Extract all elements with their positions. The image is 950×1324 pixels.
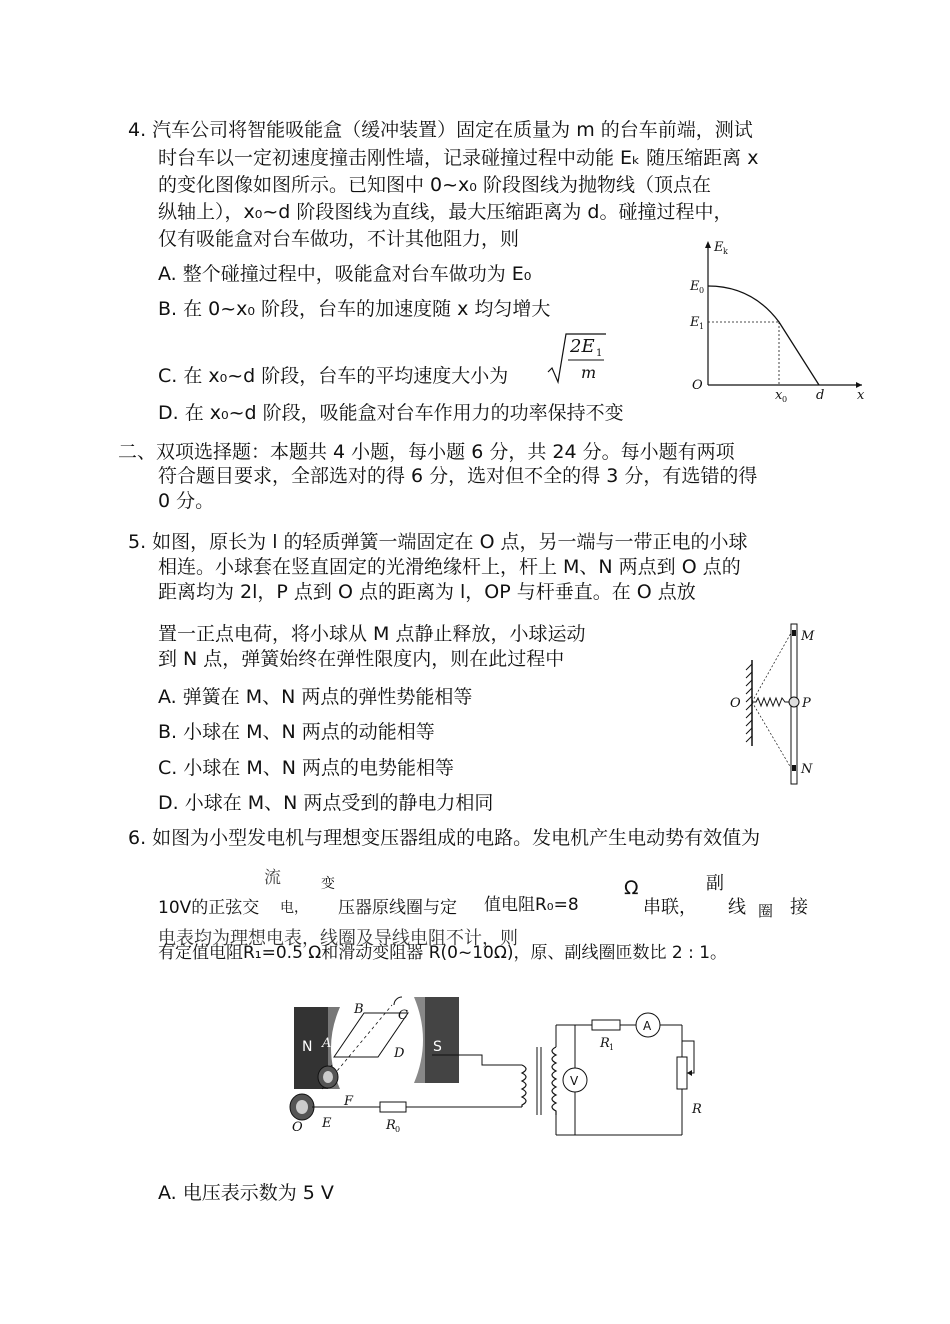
svg-text:1: 1 [609, 1043, 615, 1052]
q5-line-5: 到 N 点，弹簧始终在弹性限度内，则在此过程中 [158, 648, 565, 670]
q5-line-2: 相连。小球套在竖直固定的光滑绝缘杆上，杆上 M、N 两点到 O 点的 [158, 556, 741, 578]
graph-x0: x [775, 388, 783, 403]
q4-option-b: B. 在 0~x₀ 阶段，台车的加速度随 x 均匀增大 [158, 298, 551, 320]
label-e: E [322, 1116, 332, 1131]
q5-spring-figure [728, 620, 828, 790]
graph-x-axis: x [857, 388, 865, 403]
voltmeter-label: V [570, 1074, 579, 1088]
graph-e1: E [690, 315, 700, 330]
magnet-s-label: S [433, 1039, 442, 1055]
q4-ek-graph [680, 235, 880, 405]
graph-d: d [816, 388, 825, 403]
section2-line-1: 二、双项选择题：本题共 4 小题，每小题 6 分，共 24 分。每小题有两项 [118, 441, 735, 463]
label-r0: R [386, 1118, 396, 1133]
label-o: O [292, 1120, 303, 1135]
section2-line-3: 0 分。 [158, 490, 215, 512]
q4-line-5: 仅有吸能盒对台车做功，不计其他阻力，则 [158, 228, 520, 250]
label-r1: R [600, 1036, 610, 1051]
q6-line-3: 有定值电阻R₁=0.5 Ω和滑动变阻器 R(0~10Ω)，原、副线圈匝数比 2 : 1。 [158, 943, 728, 963]
q5-option-d: D. 小球在 M、N 两点受到的静电力相同 [158, 792, 494, 814]
svg-text:1: 1 [699, 322, 705, 331]
q5-label-p: P [802, 696, 811, 711]
q5-line-4: 置一正点电荷，将小球从 M 点静止释放，小球运动 [158, 623, 586, 645]
q5-option-c: C. 小球在 M、N 两点的电势能相等 [158, 757, 455, 779]
sqrt-denominator: m [581, 363, 597, 382]
magnet-n-label: N [302, 1039, 313, 1055]
q6-line-1: 6. 如图为小型发电机与理想变压器组成的电路。发电机产生电动势有效值为 [128, 827, 761, 849]
q5-label-n: N [801, 762, 813, 777]
coil-label-c: C [398, 1008, 408, 1023]
q5-line-3: 距离均为 2l，P 点到 O 点的距离为 l，OP 与杆垂直。在 O 点放 [158, 581, 696, 603]
q5-option-b: B. 小球在 M、N 两点的动能相等 [158, 721, 435, 743]
section2-line-2: 符合题目要求，全部选对的得 6 分，选对但不全的得 3 分，有选错的得 [158, 465, 758, 487]
q4-line-3: 的变化图像如图所示。已知图中 0~x₀ 阶段图线为抛物线（顶点在 [158, 174, 711, 196]
svg-text:0: 0 [395, 1125, 401, 1134]
coil-label-d: D [394, 1046, 405, 1061]
label-f: F [344, 1094, 354, 1109]
q5-option-a: A. 弹簧在 M、N 两点的弹性势能相等 [158, 686, 473, 708]
label-r: R [692, 1102, 702, 1117]
q6-line-3-overlap: 电表均为理想电表，线圈及导线电阻不计，则 [158, 928, 518, 949]
ammeter-label: A [643, 1019, 652, 1033]
q6-generator-circuit [282, 985, 712, 1140]
q4-option-c: C. 在 x₀~d 阶段，台车的平均速度大小为 [158, 365, 509, 387]
q6-option-a: A. 电压表示数为 5 V [158, 1182, 334, 1204]
coil-label-a: A [322, 1036, 332, 1051]
graph-e0: E [690, 279, 700, 294]
q5-line-1: 5. 如图，原长为 l 的轻质弹簧一端固定在 O 点，另一端与一带正电的小球 [128, 531, 748, 553]
sqrt-numerator: 2E [570, 336, 595, 357]
graph-ylabel: E [714, 240, 724, 255]
q4-line-1: 4. 汽车公司将智能吸能盒（缓冲装置）固定在质量为 m 的台车前端，测试 [128, 119, 753, 141]
q5-label-o: O [730, 696, 741, 711]
sqrt-numerator-sub: 1 [596, 348, 603, 359]
graph-ylabel-sub: k [723, 247, 728, 256]
q5-label-m: M [801, 629, 815, 644]
coil-label-b: B [354, 1002, 364, 1017]
q4-option-d: D. 在 x₀~d 阶段，吸能盒对台车作用力的功率保持不变 [158, 402, 624, 424]
q4-line-4: 纵轴上），x₀~d 阶段图线为直线，最大压缩距离为 d。碰撞过程中， [158, 201, 733, 223]
svg-text:0: 0 [699, 286, 705, 295]
q4-sqrt-formula [546, 330, 608, 386]
q4-line-2: 时台车以一定初速度撞击刚性墙，记录碰撞过程中动能 Eₖ 随压缩距离 x [158, 147, 759, 169]
graph-origin: O [692, 378, 703, 393]
q4-option-a: A. 整个碰撞过程中，吸能盒对台车做功为 E₀ [158, 263, 532, 285]
svg-text:0: 0 [782, 395, 788, 404]
